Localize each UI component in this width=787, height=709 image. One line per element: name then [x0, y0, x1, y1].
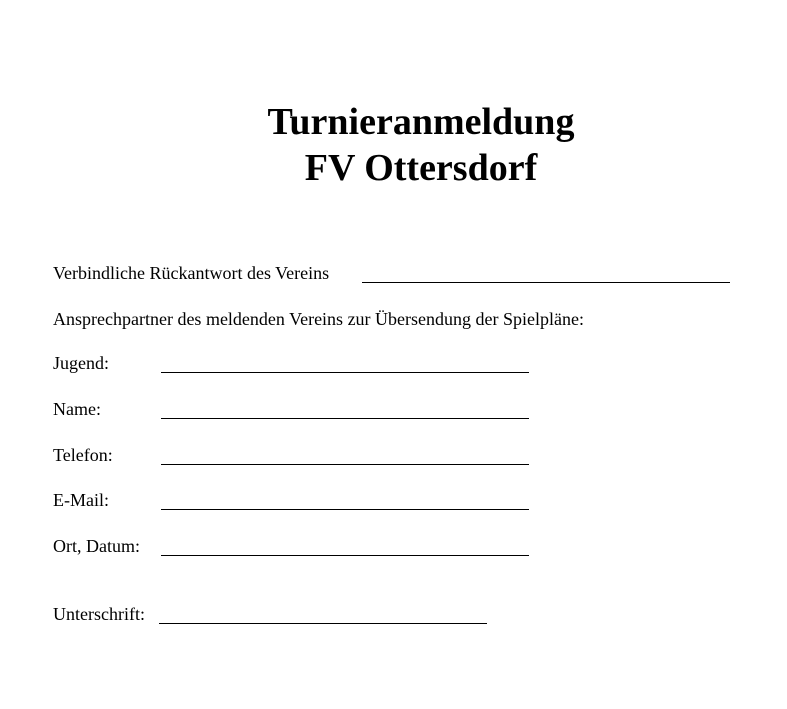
document-title-line-1: Turnieranmeldung — [267, 101, 575, 143]
signature-label: Unterschrift: — [53, 604, 145, 624]
ort-datum-entry-line[interactable] — [161, 555, 529, 556]
ort-datum-label: Ort, Datum: — [53, 536, 140, 556]
telefon-entry-line[interactable] — [161, 464, 529, 465]
email-label: E-Mail: — [53, 490, 109, 510]
name-label: Name: — [53, 399, 101, 419]
jugend-entry-line[interactable] — [161, 372, 529, 373]
document-title-line-2: FV Ottersdorf — [304, 147, 538, 189]
contact-intro-text: Ansprechpartner des meldenden Vereins zur Übersendung der Spielpläne: — [53, 309, 584, 329]
reply-entry-line[interactable] — [362, 282, 730, 283]
name-entry-line[interactable] — [161, 418, 529, 419]
signature-entry-line[interactable] — [159, 623, 487, 624]
email-entry-line[interactable] — [161, 509, 529, 510]
jugend-label: Jugend: — [53, 353, 109, 373]
telefon-label: Telefon: — [53, 445, 113, 465]
reply-label: Verbindliche Rückantwort des Vereins — [53, 263, 330, 283]
